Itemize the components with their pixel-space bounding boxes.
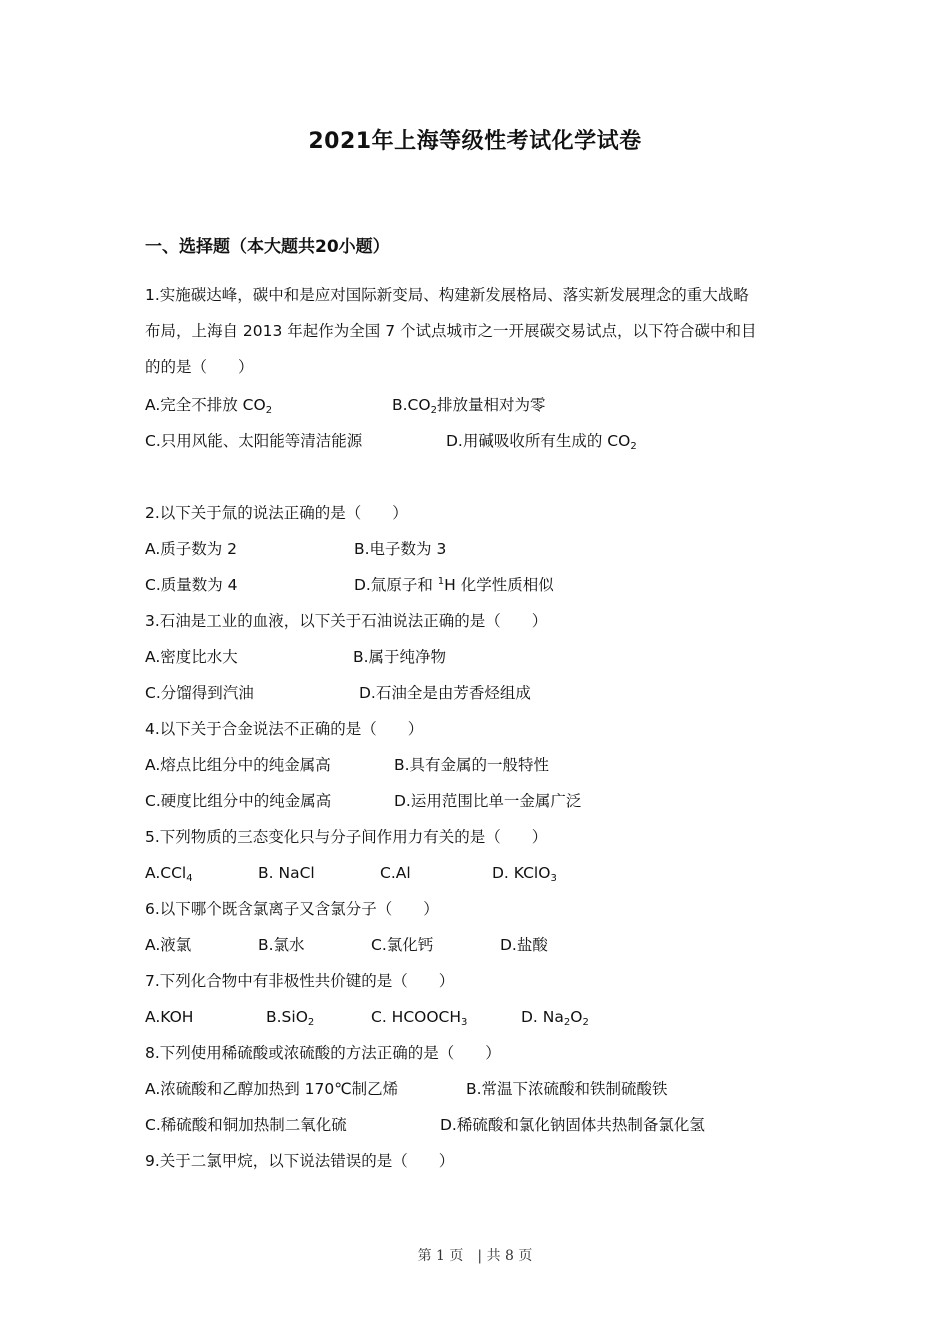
question-8-option-a: A.浓硫酸和乙醇加热到 170℃制乙烯 bbox=[145, 1080, 399, 1098]
question-9-stem: 9.关于二氯甲烷，以下说法错误的是（ ） bbox=[145, 1152, 455, 1170]
question-7-stem: 7.下列化合物中有非极性共价键的是（ ） bbox=[145, 972, 455, 990]
question-4-option-a: A.熔点比组分中的纯金属高 bbox=[145, 756, 331, 774]
question-8-option-b: B.常温下浓硫酸和铁制硫酸铁 bbox=[466, 1080, 668, 1098]
question-6-option-c: C.氯化钙 bbox=[371, 936, 434, 954]
question-1-stem-line-3: 的的是（ ） bbox=[145, 358, 254, 376]
question-7-option-a: A.KOH bbox=[145, 1008, 194, 1026]
question-8-stem: 8.下列使用稀硫酸或浓硫酸的方法正确的是（ ） bbox=[145, 1044, 501, 1062]
question-2-option-c: C.质量数为 4 bbox=[145, 576, 238, 594]
question-1-option-a: A.完全不排放 $CO_2$ bbox=[145, 396, 273, 416]
question-8-option-c: C.稀硫酸和铜加热制二氧化硫 bbox=[145, 1116, 347, 1134]
question-2-option-a: A.质子数为 2 bbox=[145, 540, 238, 558]
question-5-stem: 5.下列物质的三态变化只与分子间作用力有关的是（ ） bbox=[145, 828, 548, 846]
page-title: 2021年上海等级性考试化学试卷 bbox=[308, 129, 642, 154]
question-4-option-b: B.具有金属的一般特性 bbox=[394, 756, 550, 774]
question-1-option-c: C.只用风能、太阳能等清洁能源 bbox=[145, 432, 363, 450]
question-7-option-d: D. $Na_2O_2$ bbox=[521, 1008, 589, 1028]
question-4-stem: 4.以下关于合金说法不正确的是（ ） bbox=[145, 720, 424, 738]
question-7-option-c: C. $HCOOCH_3$ bbox=[371, 1008, 468, 1028]
question-4-option-c: C.硬度比组分中的纯金属高 bbox=[145, 792, 332, 810]
question-5-option-d: D. KClO$_3$ bbox=[492, 864, 557, 884]
question-5-option-a: A.CCl$_4$ bbox=[145, 864, 193, 884]
question-3-option-d: D.石油全是由芳香烃组成 bbox=[359, 684, 531, 702]
question-6-stem: 6.以下哪个既含氯离子又含氯分子（ ） bbox=[145, 900, 439, 918]
question-8-option-d: D.稀硫酸和氯化钠固体共热制备氯化氢 bbox=[440, 1116, 705, 1134]
question-7-option-b: B.SiO$_2$ bbox=[266, 1008, 315, 1028]
page-footer-page-number: 第 1 页 | 共 8 页 bbox=[417, 1248, 533, 1264]
question-5-option-b: B. NaCl bbox=[258, 864, 315, 882]
question-6-option-a: A.液氯 bbox=[145, 936, 192, 954]
section-heading: 一、选择题（本大题共20小题） bbox=[145, 237, 390, 257]
question-5-option-c: C.Al bbox=[380, 864, 411, 882]
question-3-option-c: C.分馏得到汽油 bbox=[145, 684, 254, 702]
question-1-stem-line-1: 1.实施碳达峰，碳中和是应对国际新变局、构建新发展格局、落实新发展理念的重大战略 bbox=[145, 286, 749, 304]
question-2-option-d: D.氚原子和 $^1$H 化学性质相似 bbox=[354, 576, 554, 594]
question-6-option-b: B.氯水 bbox=[258, 936, 305, 954]
question-1-stem-line-2: 布局，上海自 2013 年起作为全国 7 个试点城市之一开展碳交易试点，以下符合碳中和目 bbox=[145, 322, 757, 340]
question-6-option-d: D.盐酸 bbox=[500, 936, 548, 954]
question-3-stem: 3.石油是工业的血液，以下关于石油说法正确的是（ ） bbox=[145, 612, 548, 630]
question-1-option-d: D.用碱吸收所有生成的 $CO_2$ bbox=[446, 432, 637, 452]
question-4-option-d: D.运用范围比单一金属广泛 bbox=[394, 792, 582, 810]
question-1-option-b: $B.CO_2$排放量相对为零 bbox=[392, 396, 546, 416]
question-3-option-a: A.密度比水大 bbox=[145, 648, 238, 666]
question-2-option-b: B.电子数为 3 bbox=[354, 540, 447, 558]
question-3-option-b: B.属于纯净物 bbox=[353, 648, 447, 666]
question-2-stem: 2.以下关于氚的说法正确的是（ ） bbox=[145, 504, 408, 522]
